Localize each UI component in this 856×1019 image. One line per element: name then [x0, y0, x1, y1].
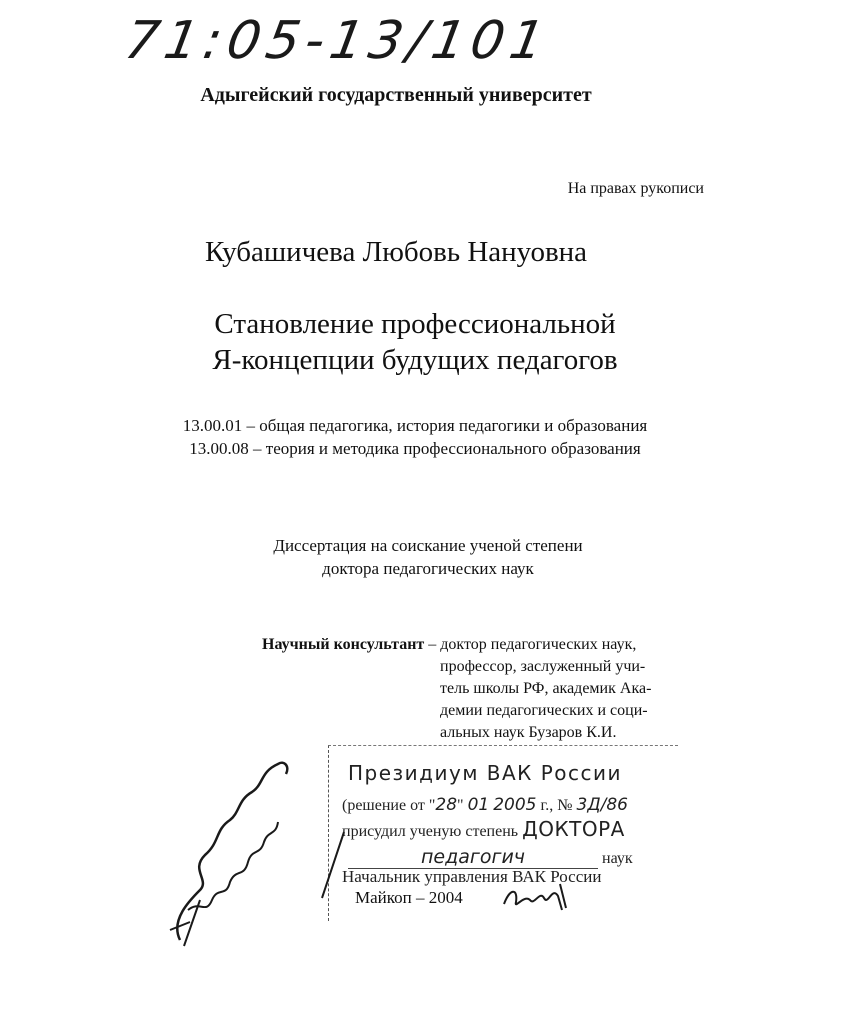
degree-line-2: доктора педагогических наук	[322, 559, 534, 578]
city-year: Майкоп – 2004	[355, 888, 463, 907]
consultant-detail-line: демии педагогических и соци-	[440, 702, 648, 719]
specialty-code-2: 13.00.08 – теория и методика профессионального образования	[189, 439, 641, 458]
pen-stroke	[318, 830, 348, 900]
stamp-decision-line	[342, 795, 628, 815]
stamp-number: 3Д/86	[576, 795, 628, 815]
stamp-decision-prefix: (решение от "	[342, 797, 436, 814]
stamp-signature	[500, 880, 580, 916]
stamp-awarded-line	[342, 817, 625, 841]
archive-code-text: 71:05-13/101	[120, 10, 555, 71]
manuscript-rights-note: На правах рукописи	[567, 180, 704, 197]
author-name: Кубашичева Любовь Нануовна	[204, 236, 588, 268]
stamp-day: 28	[435, 795, 458, 815]
title-line-1: Становление профессиональной	[214, 308, 616, 340]
stamp-field-line	[348, 846, 658, 869]
stamp-decision-suffix: г., №	[536, 797, 573, 814]
archive-code-handwritten	[120, 6, 555, 71]
stamp-month: 01	[467, 795, 490, 815]
stamp-field-value: педагогич	[348, 846, 598, 869]
stamp-degree: ДОКТОРА	[522, 817, 625, 841]
archive-code-drawing	[120, 6, 555, 71]
title-line-2: Я-концепции будущих педагогов	[212, 344, 618, 376]
specialty-code-1: 13.00.01 – общая педагогика, история педагогики и образования	[182, 416, 648, 435]
dissertation-title	[0, 306, 830, 378]
author-signature	[160, 750, 310, 950]
consultant-detail-line: тель школы РФ, академик Ака-	[440, 680, 652, 697]
degree-line-1: Диссертация на соискание ученой степени	[273, 536, 583, 555]
university-name: Адыгейский государственный университет	[200, 84, 592, 106]
consultant-details	[440, 656, 700, 744]
stamp-awarded-prefix: присудил ученую степень	[342, 823, 523, 840]
stamp-decision-mid: "	[457, 797, 468, 814]
stamp-head: Начальник управления ВАК России	[342, 867, 602, 886]
dissertation-degree	[0, 534, 856, 580]
stamp-field-suffix: наук	[598, 850, 633, 867]
consultant-detail-line: альных наук Бузаров К.И.	[440, 724, 617, 741]
consultant-first-line	[262, 634, 636, 656]
stamp-year: 2005	[493, 795, 537, 815]
stamp-title: Президиум ВАК России	[348, 761, 623, 785]
consultant-label: Научный консультант	[262, 636, 425, 653]
consultant-detail-line: профессор, заслуженный учи-	[440, 658, 646, 675]
consultant-title: – доктор педагогических наук,	[424, 636, 637, 653]
